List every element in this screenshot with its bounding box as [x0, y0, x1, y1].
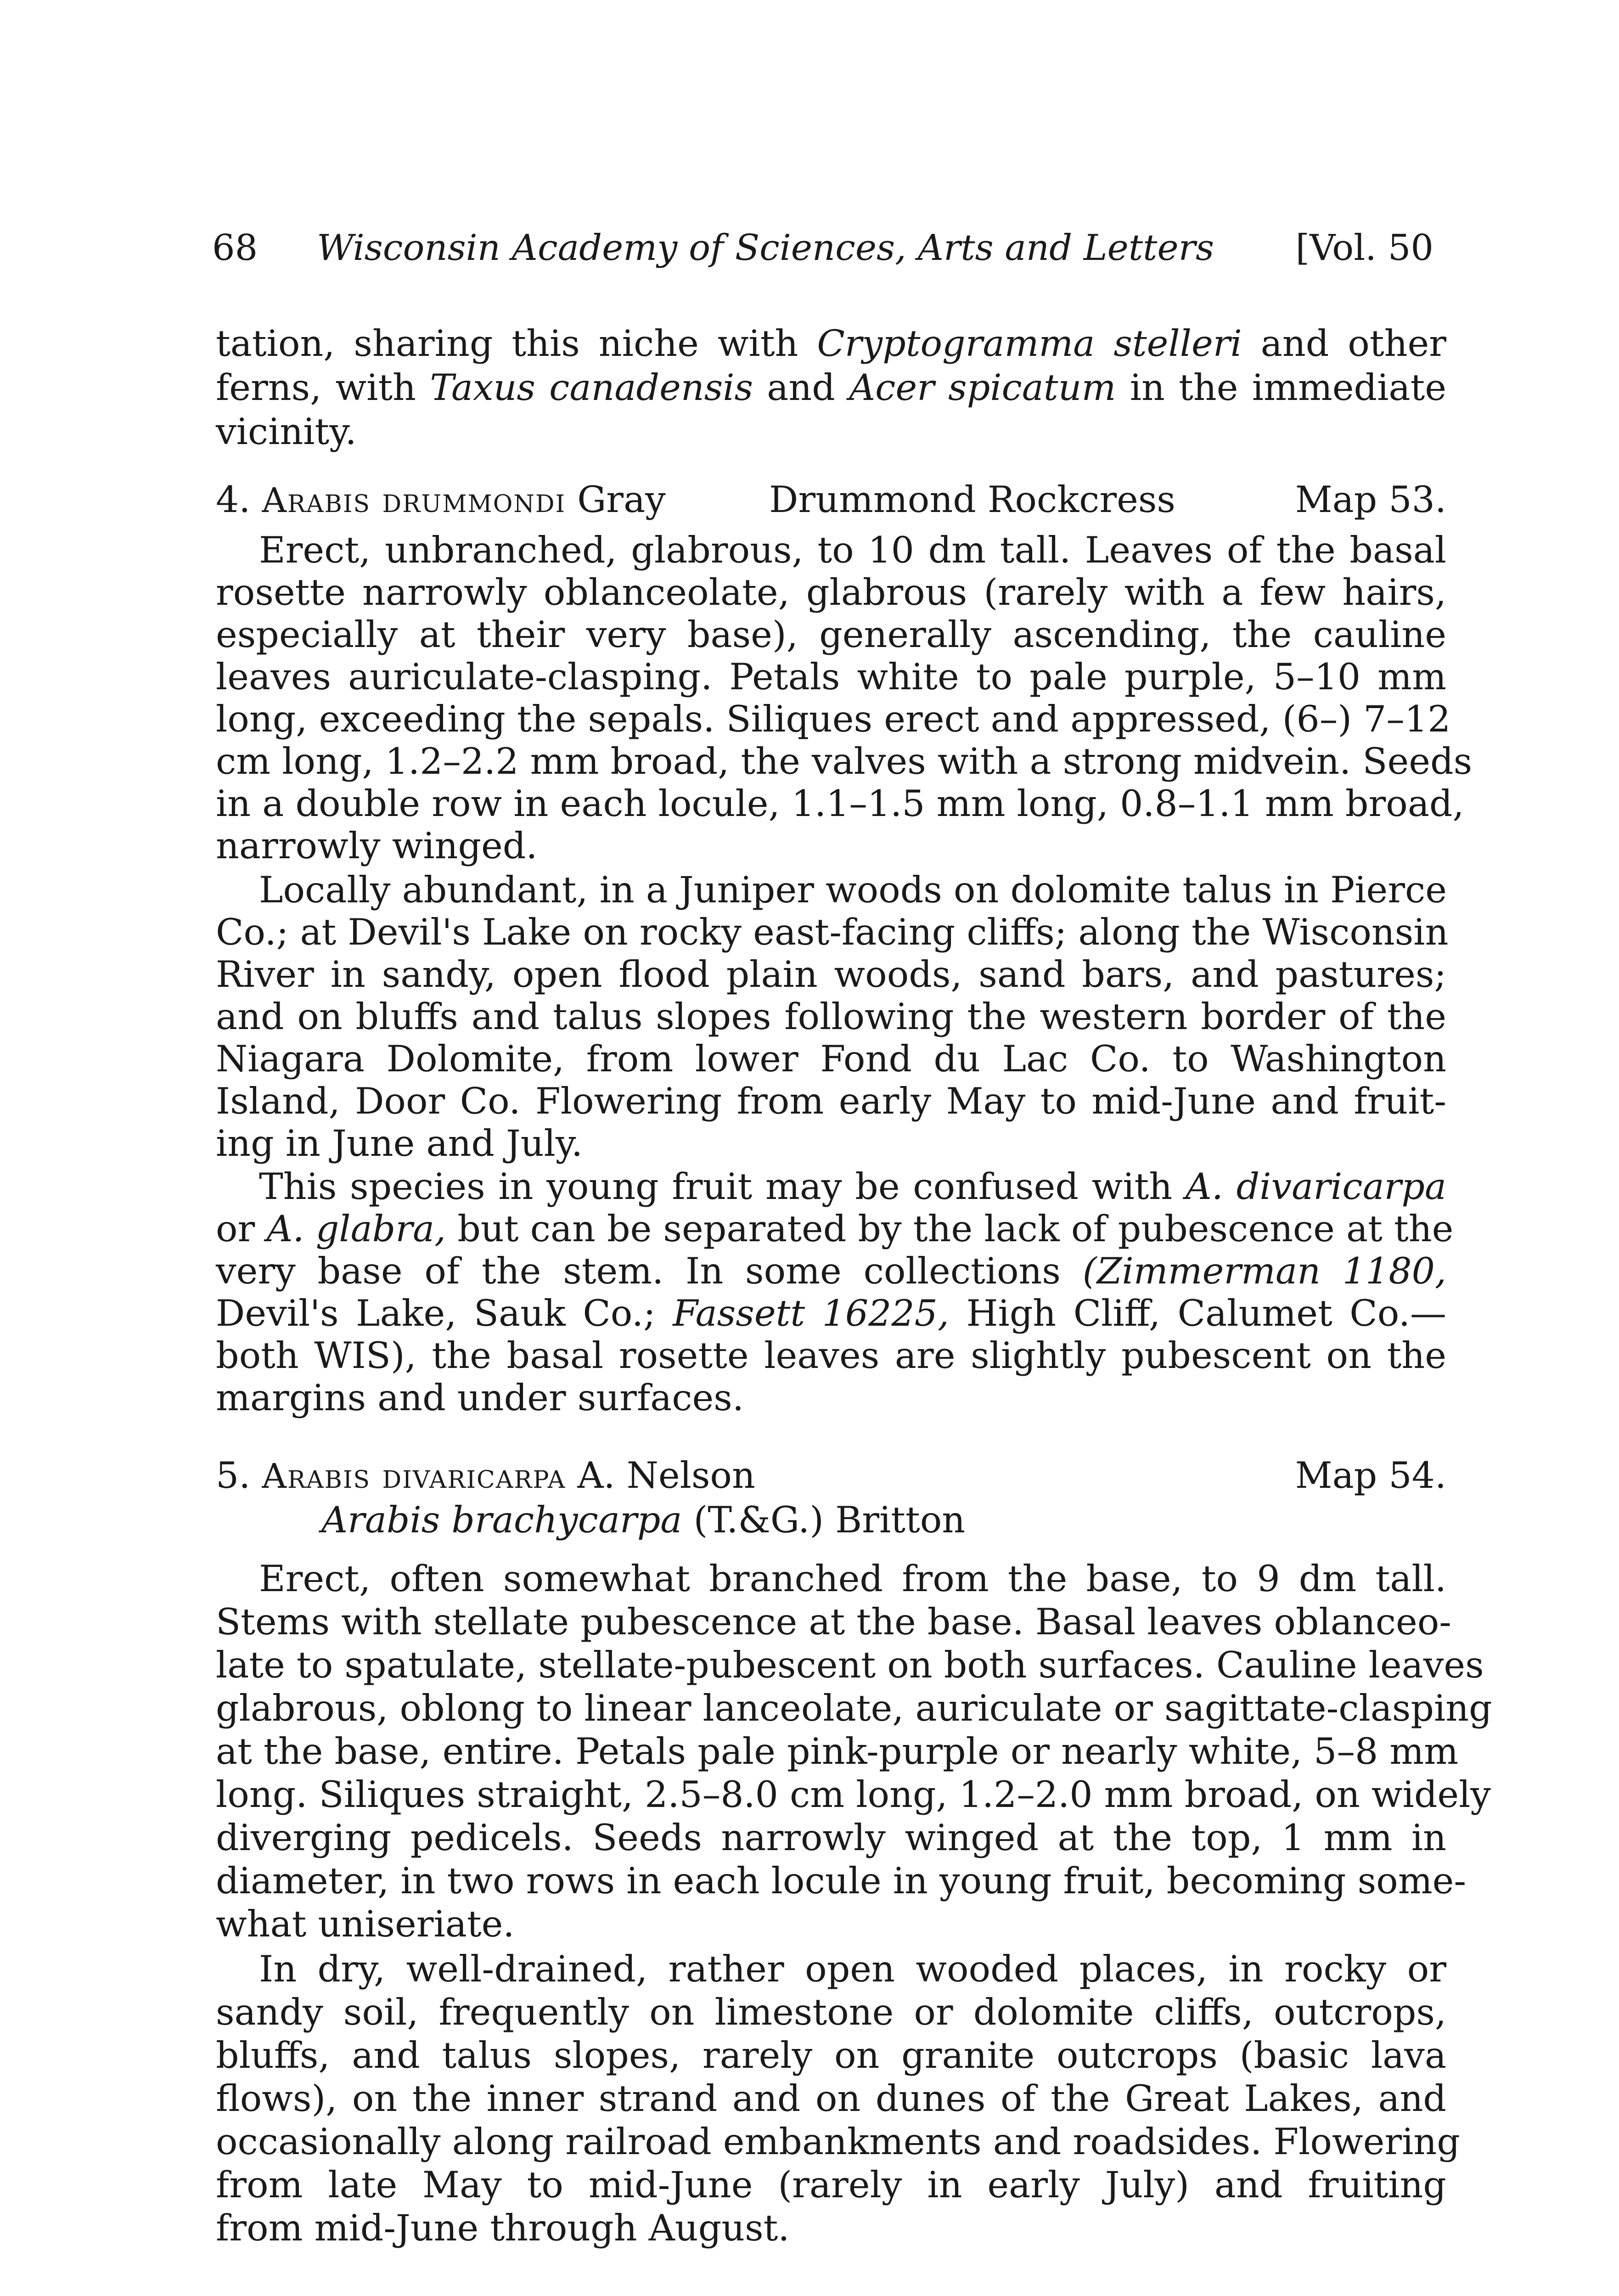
species-author: Gray: [577, 478, 666, 521]
description-line: narrowly winged.: [216, 825, 538, 867]
text: vicinity.: [216, 411, 357, 453]
species-heading: [216, 1453, 1446, 1498]
page-number: 68: [212, 227, 258, 269]
journal-title: Wisconsin Academy of Sciences, Arts and Letters: [317, 227, 1214, 269]
notes-line: [216, 1249, 1446, 1293]
text: Devil's Lake, Sauk Co.;: [216, 1292, 656, 1334]
habitat-line: Co.; at Devil's Lake on rocky east-facing cliffs; along the Wisconsin: [216, 911, 1449, 953]
species-author: A. Nelson: [577, 1454, 755, 1497]
synonym-author: (T.&G.) Britton: [693, 1499, 966, 1541]
habitat-line: In dry, well-drained, rather open wooded places, in rocky or: [259, 1948, 1446, 1990]
description-line: leaves auriculate-clasping. Petals white to pale purple, 5–10 mm: [216, 656, 1446, 698]
intro-line: [216, 410, 1446, 454]
taxon-name: A. glabra,: [266, 1208, 446, 1250]
habitat-line: bluffs, and talus slopes, rarely on granite outcrops (basic lava: [216, 2034, 1446, 2077]
synonym-name: Arabis brachycarpa: [321, 1499, 682, 1541]
notes-line: [216, 1291, 1446, 1335]
text: in the immediate: [1130, 366, 1446, 409]
description-line: rosette narrowly oblanceolate, glabrous (rarely with a few hairs,: [216, 571, 1446, 613]
text: but can be separated by the lack of pubescence at the: [457, 1208, 1454, 1250]
description-line: Erect, often somewhat branched from the base, to 9 dm tall.: [259, 1558, 1446, 1600]
text: High Cliff, Calumet Co.—: [966, 1292, 1446, 1334]
habitat-line: and on bluffs and talus slopes following the western border of the: [216, 996, 1446, 1038]
taxon-name: A. divaricarpa: [1185, 1165, 1446, 1208]
map-reference: Map 54.: [1295, 1454, 1446, 1497]
description-line: in a double row in each locule, 1.1–1.5 mm long, 0.8–1.1 mm broad,: [216, 782, 1464, 825]
habitat-line: sandy soil, frequently on limestone or dolomite cliffs, outcrops,: [216, 1991, 1446, 2033]
text: very base of the stem. In some collections: [216, 1250, 1061, 1292]
habitat-line: River in sandy, open flood plain woods, sand bars, and pastures;: [216, 953, 1446, 996]
species-name: Arabis divaricarpa: [262, 1457, 566, 1496]
description-line: what uniseriate.: [216, 1903, 515, 1945]
habitat-line: Locally abundant, in a Juniper woods on dolomite talus in Pierce: [259, 869, 1447, 911]
notes-line: [216, 1165, 1446, 1209]
description-line: long. Siliques straight, 2.5–8.0 cm long, 1.2–2.0 mm broad, on widely: [216, 1773, 1491, 1816]
notes-line: both WIS), the basal rosette leaves are slightly pubescent on the: [216, 1334, 1446, 1377]
description-line: glabrous, oblong to linear lanceolate, auriculate or sagittate-clasping: [216, 1687, 1492, 1729]
habitat-line: Niagara Dolomite, from lower Fond du Lac Co. to Washington: [216, 1038, 1446, 1080]
description-line: Erect, unbranched, glabrous, to 10 dm tall. Leaves of the basal: [259, 529, 1446, 571]
text: tation, sharing this niche with: [216, 322, 798, 365]
species-name: Arabis drummondi: [262, 481, 566, 520]
habitat-line: Island, Door Co. Flowering from early May to mid-June and fruit-: [216, 1080, 1446, 1122]
volume-label: [Vol. 50: [1295, 227, 1433, 269]
map-reference: Map 53.: [1295, 478, 1446, 521]
text: ferns, with: [216, 366, 416, 409]
habitat-line: from late May to mid-June (rarely in early July) and fruiting: [216, 2164, 1446, 2206]
text: or: [216, 1208, 255, 1250]
description-line: long, exceeding the sepals. Siliques erect and appressed, (6–) 7–12: [216, 698, 1451, 740]
species-heading: [216, 478, 1446, 523]
habitat-line: ing in June and July.: [216, 1122, 583, 1165]
description-line: late to spatulate, stellate-pubescent on both surfaces. Cauline leaves: [216, 1644, 1484, 1686]
habitat-line: flows), on the inner strand and on dunes of the Great Lakes, and: [216, 2077, 1446, 2120]
running-head: [212, 220, 1433, 276]
species-number: 4.: [216, 478, 251, 521]
description-line: Stems with stellate pubescence at the base. Basal leaves oblanceo-: [216, 1601, 1451, 1643]
description-line: diameter, in two rows in each locule in young fruit, becoming some-: [216, 1860, 1467, 1902]
species-number: 5.: [216, 1454, 251, 1497]
intro-line: [216, 321, 1446, 366]
collection-citation: (Zimmerman 1180,: [1082, 1250, 1446, 1292]
notes-line: margins and under surfaces.: [216, 1377, 744, 1419]
description-line: diverging pedicels. Seeds narrowly winged at the top, 1 mm in: [216, 1817, 1446, 1859]
description-line: at the base, entire. Petals pale pink-purple or nearly white, 5–8 mm: [216, 1730, 1459, 1773]
text: and: [767, 366, 835, 409]
synonym-line: [321, 1498, 1552, 1542]
collection-citation: Fassett 16225,: [673, 1292, 950, 1334]
notes-line: [216, 1207, 1454, 1251]
text: and other: [1260, 322, 1446, 365]
taxon-name: Taxus canadensis: [430, 366, 753, 409]
text: This species in young fruit may be confused with: [259, 1165, 1173, 1208]
taxon-name: Cryptogramma stelleri: [817, 322, 1242, 365]
habitat-line: from mid-June through August.: [216, 2207, 790, 2249]
taxon-name: Acer spicatum: [849, 366, 1116, 409]
common-name: Drummond Rockcress: [769, 478, 1175, 521]
description-line: especially at their very base), generally ascending, the cauline: [216, 613, 1446, 656]
description-line: cm long, 1.2–2.2 mm broad, the valves with a strong midvein. Seeds: [216, 740, 1473, 782]
habitat-line: occasionally along railroad embankments and roadsides. Flowering: [216, 2121, 1460, 2163]
intro-line: [216, 366, 1446, 410]
